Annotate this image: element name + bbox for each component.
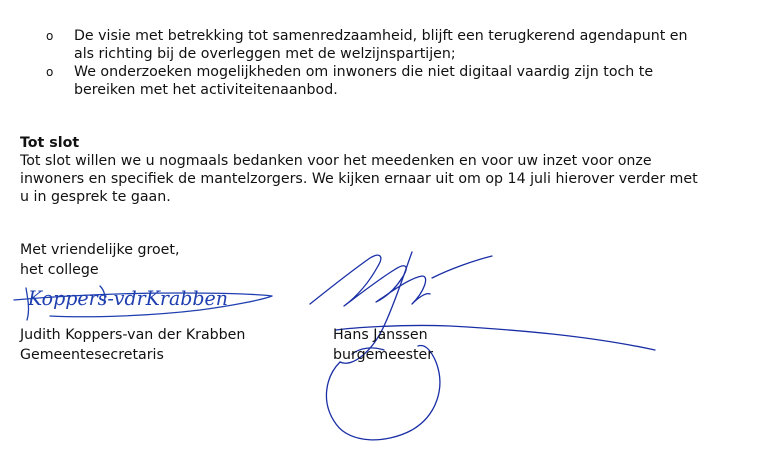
signatory-name: Judith Koppers-van der Krabben	[20, 327, 246, 343]
paragraph-line: u in gesprek te gaan.	[20, 189, 171, 205]
svg-text:Koppers-vdrKrabben: Koppers-vdrKrabben	[27, 286, 229, 310]
bullet-line: bereiken met het activiteitenaanbod.	[74, 82, 338, 98]
bullet-line: De visie met betrekking tot samenredzaamheid, blijft een terugkerend agendapunt en	[74, 28, 688, 44]
bullet-marker: o	[46, 65, 54, 79]
signatory-role: Gemeentesecretaris	[20, 347, 164, 363]
bullet-marker: o	[46, 29, 54, 43]
bullet-line: We onderzoeken mogelijkheden om inwoners die niet digitaal vaardig zijn toch te	[74, 64, 654, 80]
greeting-line: Met vriendelijke groet,	[20, 242, 180, 258]
signatory-role: burgemeester	[333, 347, 434, 363]
greeting-line: het college	[20, 262, 99, 278]
paragraph-line: Tot slot willen we u nogmaals bedanken voor het meedenken en voor uw inzet voor onze	[20, 153, 652, 169]
section-heading: Tot slot	[20, 135, 80, 151]
signatory-name: Hans Janssen	[333, 327, 428, 343]
paragraph-line: inwoners en specifiek de mantelzorgers. We kijken ernaar uit om op 14 juli hierover verder met	[20, 171, 698, 187]
signature-koppers	[14, 286, 272, 320]
bullet-line: als richting bij de overleggen met de welzijnspartijen;	[74, 46, 456, 62]
